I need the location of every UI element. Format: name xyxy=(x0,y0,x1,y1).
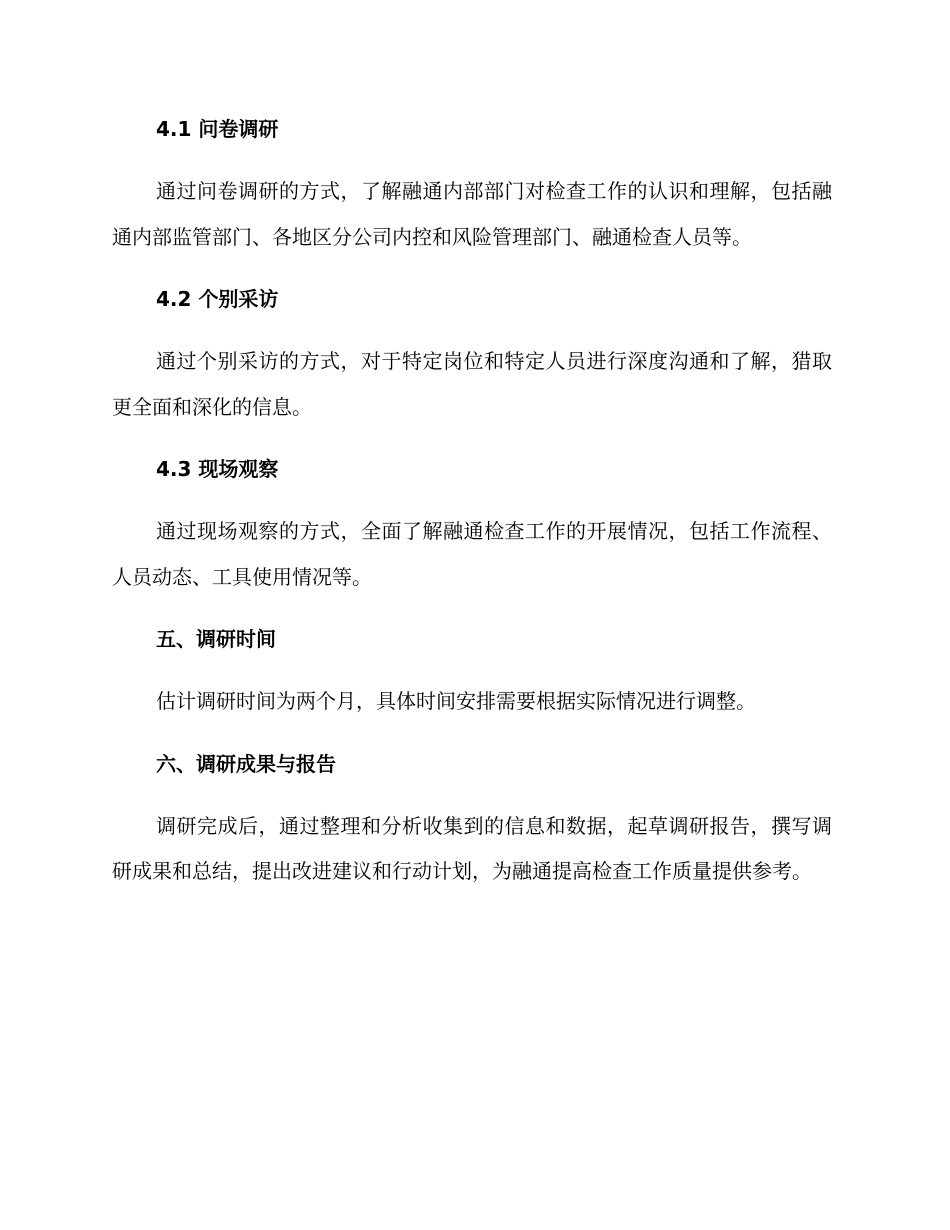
section-paragraph-4-2: 通过个别采访的方式，对于特定岗位和特定人员进行深度沟通和了解，猎取更全面和深化的信息。 xyxy=(112,349,832,419)
section-heading-4-2: 4.2 个别采访 xyxy=(156,287,279,311)
section-heading-5: 五、调研时间 xyxy=(156,627,276,651)
section-paragraph-6: 调研完成后，通过整理和分析收集到的信息和数据，起草调研报告，撰写调研成果和总结，提出改进建议和行动计划，为融通提高检查工作质量提供参考。 xyxy=(112,813,832,883)
section-paragraph-5: 估计调研时间为两个月，具体时间安排需要根据实际情况进行调整。 xyxy=(156,689,756,713)
section-heading-4-1: 4.1 问卷调研 xyxy=(156,117,279,141)
section-heading-6: 六、调研成果与报告 xyxy=(156,751,336,776)
section-paragraph-4-3: 通过现场观察的方式，全面了解融通检查工作的开展情况，包括工作流程、人员动态、工具使用情况等。 xyxy=(112,519,832,589)
section-heading-4-3: 4.3 现场观察 xyxy=(156,457,279,481)
document-body xyxy=(112,113,832,895)
section-paragraph-4-1: 通过问卷调研的方式，了解融通内部部门对检查工作的认识和理解，包括融通内部监管部门、各地区分公司内控和风险管理部门、融通检查人员等。 xyxy=(112,179,832,249)
